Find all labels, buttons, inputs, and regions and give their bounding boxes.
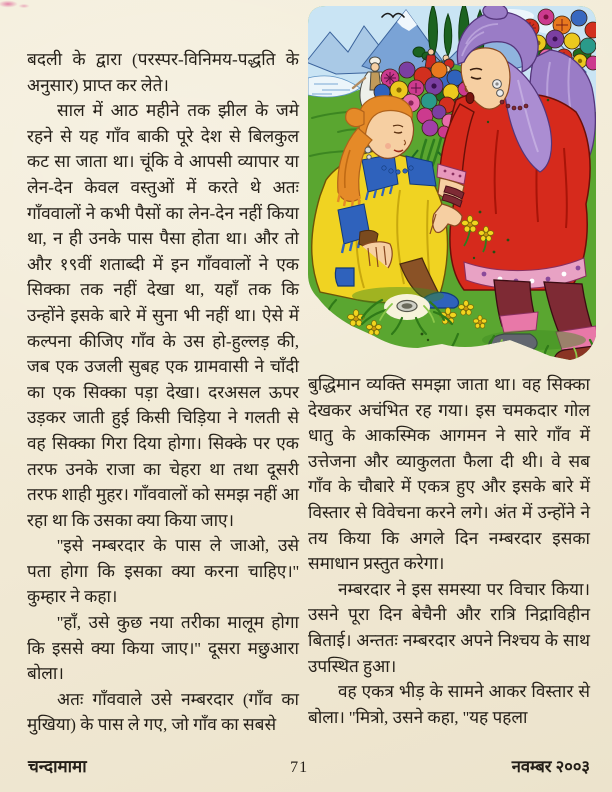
paragraph: नम्बरदार ने इस समस्या पर विचार किया। उसने पूरा दिन बेचैनी और रात्रि निद्राविहीन बिताई। अन्ततः नम्बरदार अपने निश्चय के साथ उपस्थित हुआ। (308, 579, 590, 676)
pink-cuff-left (500, 312, 538, 333)
pink-corner-smudge (0, 0, 34, 12)
right-column (308, 372, 590, 730)
magazine-name: चन्दामामा (28, 757, 87, 776)
blue-shoe-left (335, 268, 354, 286)
paragraph: बदली के द्वारा (परस्पर-विनिमय-पद्धति के अनुसार) प्राप्त कर लेते। (27, 50, 299, 95)
shadow (482, 330, 586, 350)
issue-date: नवम्बर २००३ (511, 757, 590, 776)
paragraph: ''इसे नम्बरदार के पास ले जाओ, उसे पता होगा कि इसका क्या करना चाहिए।'' कुम्हार ने कहा। (27, 536, 299, 607)
open-mouth (466, 93, 474, 104)
paragraph: ''हाँ, उसे कुछ नया तरीका मालूम होगा कि इससे क्या किया जाए।'' दूसरा मछुआरा बोला। (27, 613, 299, 684)
left-column (27, 47, 299, 738)
paragraph: साल में आठ महीने तक झील के जमे रहने से यह गाँव बाकी पूरे देश से बिलकुल कट सा जाता था। चूंकि वे आपसी व्यापार या लेन-देन केवल वस्तुओं में करते थे अतः गाँववालों ने कभी पैसों का लेन-देन नहीं किया था, न ही उनके पास पैसा होता था। और तो और १९वीं शताब्दी में इन गाँववालों ने एक सिक्का तक नहीं देखा था, यहाँ तक कि उन्होंने इसके बारे में सुना भी नहीं था। ऐसे में कल्पना कीजिए गाँव के उस हो-हुल्लड़ की, जब एक उजली सुबह एक ग्रामवासी ने चाँदी का एक सिक्का पड़ा देखा। दरअसल ऊपर उड़कर जाती हुई किसी चिड़िया ने गलती से वह सिक्का गिरा दिया होगा। सिक्के पर एक तरफ उनके राजा का चेहरा था तथा दूसरी तरफ शाही मुहर। गाँववालों को समझ नहीं आ रहा था कि उसका क्या किया जाए। (27, 101, 299, 530)
page-footer (28, 754, 590, 780)
paragraph: वह एकत्र भीड़ के सामने आकर विस्तार से बोला। ''मित्रो, उसने कहा, ''यह पहला (308, 682, 590, 727)
paragraph: बुद्धिमान व्यक्ति समझा जाता था। वह सिक्का देखकर अचंभित रह गया। इस चमकदार गोल धातु के आकस्मिक आगमन ने सारे गाँव में उत्तेजना और व्याकुलता फैला दी थी। वे सब गाँव के चौबारे में एकत्र हुए और इसके बारे में विस्तार से विवेचना करने लगे। अंत में उन्होंने ने तय किया कि अगले दिन नम्बरदार इसका समाधान प्रस्तुत करेगा। (308, 375, 590, 574)
story-illustration (298, 0, 612, 368)
silver-coin (384, 294, 430, 320)
page-number: 71 (290, 759, 309, 776)
blush (385, 143, 391, 149)
paragraph: अतः गाँववाले उसे नम्बरदार (गाँव का मुखिया) के पास ले गए, जो गाँव का सबसे (27, 689, 299, 735)
